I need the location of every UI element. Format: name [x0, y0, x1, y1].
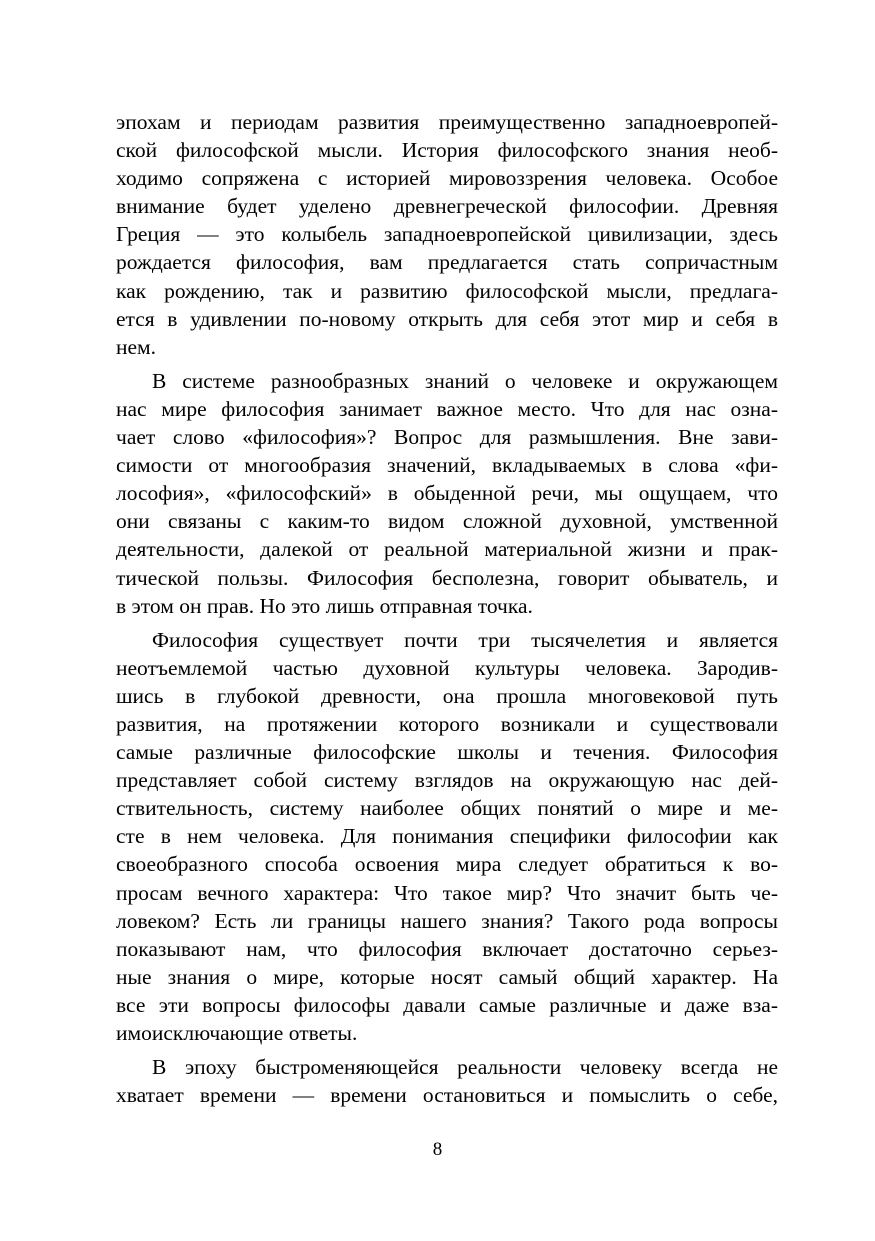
text-line: просам вечного характера: Что такое мир? Что значит быть че- [116, 880, 778, 905]
paragraph-3 [116, 626, 778, 1047]
text-line: самые различные философские школы и течения. Философия [116, 740, 778, 765]
text-line: лософия», «философский» в обыденной речи, мы ощущаем, что [116, 481, 778, 506]
text-line: развития, на протяжении которого возникали и существовали [116, 711, 778, 736]
text-line: нас мире философия занимает важное место. Что для нас озна- [116, 396, 778, 421]
text-line: хватает времени — времени остановиться и помыслить о себе, [116, 1083, 778, 1108]
paragraph-2 [116, 367, 778, 620]
text-line: ные знания о мире, которые носят самый общий характер. На [116, 964, 778, 989]
body-text [116, 108, 778, 1109]
text-line: ходимо сопряжена с историей мировоззрения человека. Особое [116, 166, 778, 191]
page-number: 8 [432, 1139, 443, 1160]
text-line: нем. [116, 334, 157, 359]
text-line: все эти вопросы философы давали самые различные и даже вза- [116, 992, 778, 1017]
text-line: ловеком? Есть ли границы нашего знания? Такого рода вопросы [116, 908, 778, 933]
text-line: рождается философия, вам предлагается стать сопричастным [116, 250, 778, 275]
text-line: имоисключающие ответы. [116, 1021, 358, 1045]
text-line: они связаны с каким-то видом сложной духовной, умственной [116, 509, 778, 534]
text-line: ской философской мысли. История философского знания необ- [116, 138, 778, 163]
text-line: неотъемлемой частью духовной культуры человека. Зародив- [116, 655, 778, 680]
text-line: как рождению, так и развитию философской мысли, предлага- [116, 278, 778, 303]
text-line: шись в глубокой древности, она прошла многовековой путь [116, 683, 778, 708]
text-line: ется в удивлении по-новому открыть для себя этот мир и себя в [116, 306, 778, 331]
text-line: деятельности, далекой от реальной материальной жизни и прак- [116, 537, 778, 562]
text-line: Греция — это колыбель западноевропейской цивилизации, здесь [116, 222, 778, 247]
text-line: своеобразного способа освоения мира следует обратиться к во- [116, 852, 778, 877]
text-line: Философия существует почти три тысячелетия и является [152, 627, 778, 652]
text-line: эпохам и периодам развития преимущественно западноевропей- [116, 110, 778, 134]
text-line: сте в нем человека. Для понимания специфики философии как [116, 824, 778, 849]
text-line: симости от многообразия значений, вкладываемых в слова «фи- [116, 453, 778, 478]
text-line: внимание будет уделено древнегреческой философии. Древняя [116, 194, 778, 219]
text-line: тической пользы. Философия бесполезна, говорит обыватель, и [116, 565, 778, 590]
text-line: представляет собой систему взглядов на окружающую нас дей- [116, 768, 778, 793]
text-line: В эпоху быстроменяющейся реальности человеку всегда не [152, 1055, 778, 1080]
text-line: показывают нам, что философия включает достаточно серьез- [116, 936, 778, 961]
text-line: ствительность, систему наиболее общих понятий о мире и ме- [116, 796, 778, 821]
text-line: чает слово «философия»? Вопрос для размышления. Вне зави- [116, 425, 778, 450]
text-line: в этом он прав. Но это лишь отправная точка. [116, 593, 533, 618]
text-line: В системе разнообразных знаний о человеке и окружающем [152, 368, 778, 393]
paragraph-1 [116, 108, 778, 361]
paragraph-4 [116, 1053, 778, 1109]
